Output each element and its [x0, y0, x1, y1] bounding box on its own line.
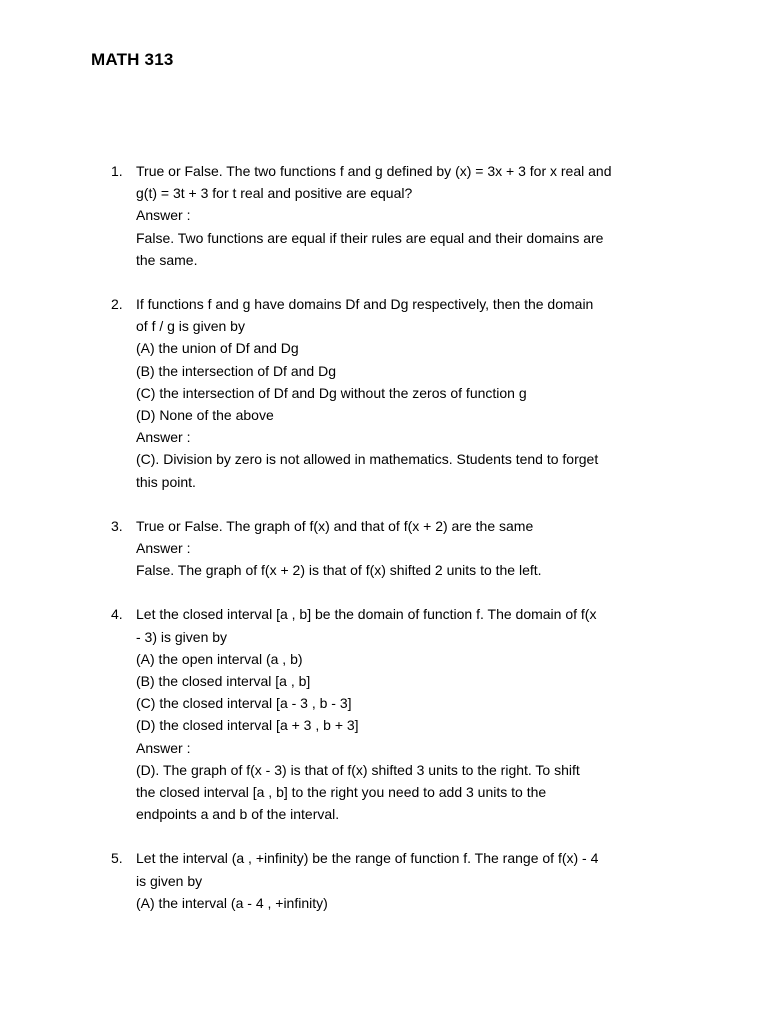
option-c: (C) the intersection of Df and Dg without the zeros of function g	[136, 384, 527, 401]
option-c: (C) the closed interval [a - 3 , b - 3]	[136, 695, 352, 712]
question-number: 1.	[111, 163, 123, 179]
question-number: 5.	[111, 850, 123, 867]
question-text: Let the interval (a , +infinity) be the range of function f. The range of f(x) - 4	[136, 850, 599, 867]
answer-label: Answer :	[136, 540, 191, 557]
option-a: (A) the union of Df and Dg	[136, 340, 299, 357]
answer-text: False. The graph of f(x + 2) is that of f(x) shifted 2 units to the left.	[136, 562, 542, 579]
question-text: of f / g is given by	[136, 318, 245, 335]
question-4	[111, 603, 691, 825]
answer-label: Answer :	[136, 739, 191, 756]
question-number: 3.	[111, 517, 123, 534]
answer-text: the same.	[136, 251, 198, 268]
option-b: (B) the closed interval [a , b]	[136, 673, 311, 690]
answer-text: False. Two functions are equal if their rules are equal and their domains are	[136, 229, 604, 246]
question-list	[111, 160, 691, 936]
answer-text: (C). Division by zero is not allowed in mathematics. Students tend to forget	[136, 451, 599, 468]
answer-label: Answer :	[136, 429, 191, 446]
option-a: (A) the interval (a - 4 , +infinity)	[136, 894, 328, 911]
option-d: (D) the closed interval [a + 3 , b + 3]	[136, 717, 359, 734]
question-2	[111, 293, 691, 493]
answer-text: endpoints a and b of the interval.	[136, 806, 340, 823]
answer-label: Answer :	[136, 207, 191, 224]
option-a: (A) the open interval (a , b)	[136, 650, 303, 667]
question-number: 2.	[111, 296, 123, 313]
question-text: is given by	[136, 872, 203, 889]
question-3	[111, 515, 691, 582]
question-1	[111, 160, 691, 271]
question-text: g(t) = 3t + 3 for t real and positive are equal?	[136, 185, 413, 202]
question-text: If functions f and g have domains Df and Dg respectively, then the domain	[136, 296, 594, 313]
question-text: Let the closed interval [a , b] be the domain of function f. The domain of f(x	[136, 606, 597, 623]
option-d: (D) None of the above	[136, 407, 274, 424]
option-b: (B) the intersection of Df and Dg	[136, 362, 336, 379]
answer-text: (D). The graph of f(x - 3) is that of f(x) shifted 3 units to the right. To shift	[136, 761, 580, 778]
answer-text: this point.	[136, 473, 196, 490]
answer-text: the closed interval [a , b] to the right you need to add 3 units to the	[136, 784, 547, 801]
question-text: - 3) is given by	[136, 628, 228, 645]
question-text: True or False. The graph of f(x) and that of f(x + 2) are the same	[136, 517, 534, 534]
page-title: MATH 313	[91, 50, 174, 69]
question-5	[111, 847, 691, 914]
question-text: True or False. The two functions f and g defined by (x) = 3x + 3 for x real and	[136, 163, 612, 179]
question-number: 4.	[111, 606, 123, 623]
